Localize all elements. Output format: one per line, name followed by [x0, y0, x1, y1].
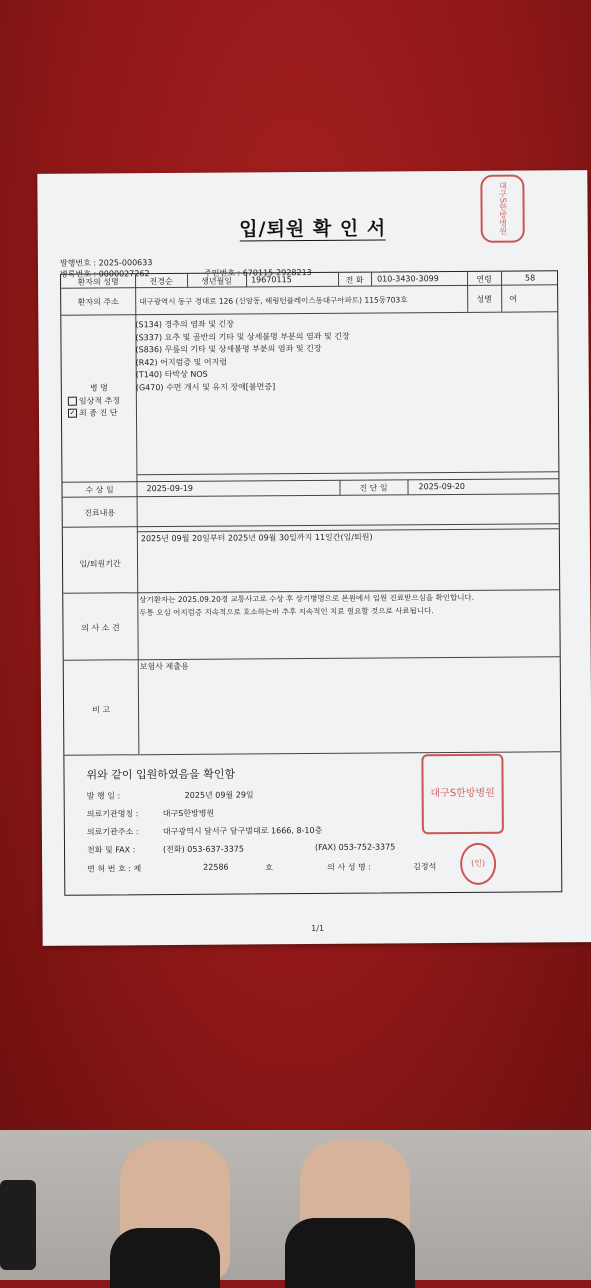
- issue-date: 2025년 09월 29일: [184, 790, 254, 800]
- age-value: 58: [524, 273, 536, 283]
- hospital-address: 대구광역시 달서구 달구벌대로 1666, 8-10층: [162, 825, 323, 837]
- diagnosis-list: [135, 318, 350, 394]
- diagnosis-item: (S836) 무릎의 기타 및 상세불명 부분의 염좌 및 긴장: [135, 343, 322, 355]
- issue-number: 발행번호 : 2025-000633: [59, 258, 153, 268]
- diagnosis-item: (T140) 타박상 NOS: [135, 369, 208, 380]
- clinical-checkbox: [68, 397, 77, 406]
- resident-number: 주민번호 : 670115-2928213: [203, 268, 312, 278]
- sex-label: 성별: [476, 294, 492, 304]
- birth-value: 19670115: [251, 275, 292, 285]
- diagnosis-item: (S134) 경추의 염좌 및 긴장: [135, 319, 234, 330]
- license-number: 22586: [203, 862, 229, 872]
- right-pant-leg: [285, 1218, 415, 1288]
- top-red-seal: [480, 175, 524, 243]
- doctor-name-label: 의 사 성 명 :: [327, 862, 371, 872]
- stay-period: 2025년 09월 20일부터 2025년 09월 30일까지 11일간(입/퇴원): [140, 532, 373, 544]
- doctor-opinion-line-1: 상기환자는 2025.09.20경 교통사고로 수상 후 상기병명으로 본원에서 입원 진료받으심을 확인합니다.: [139, 592, 475, 605]
- treatment-label: 진료내용: [84, 508, 116, 518]
- doctor-seal-text: (인): [471, 858, 486, 868]
- clinical-label: 임상적 추정: [78, 396, 121, 406]
- hospital-red-seal: [421, 754, 504, 835]
- doctor-opinion-line-2: 두통 오심 어지럼증 지속적으로 호소하는바 추후 지속적인 치료 필요할 것으로 사료됩니다.: [139, 606, 434, 618]
- issue-date-label: 발 행 일 :: [86, 791, 121, 801]
- remarks-label: 비 고: [92, 705, 111, 715]
- stay-period-label: 입/퇴원기간: [79, 559, 121, 569]
- hospital-phone: (전화) 053-637-3375: [163, 844, 244, 855]
- record-number: 병록번호 : 0000027262: [59, 269, 150, 279]
- birth-label: 생년월일: [201, 276, 233, 286]
- remote-control: [0, 1180, 36, 1270]
- final-label: 최 종 진 단: [78, 408, 118, 418]
- phone-value: 010-3430-3099: [377, 274, 439, 284]
- patient-name-label: 환자의 성명: [77, 277, 119, 287]
- diagnosis-label: 병 명: [89, 383, 108, 393]
- diagnosis-date-label: 진 단 일: [359, 483, 388, 493]
- clinical-estimate-option: [68, 395, 120, 406]
- diagnosis-item: (R42) 어지럼증 및 어지럼: [135, 357, 228, 367]
- document-title-text: 입/퇴원 확 인 서: [239, 217, 387, 241]
- page-number: 1/1: [311, 923, 325, 934]
- injury-date-label: 수 상 일: [85, 485, 114, 495]
- hospital-seal-text: 대구S한방병원: [430, 787, 495, 800]
- license-suffix: 호: [265, 863, 273, 873]
- left-pant-leg: [110, 1228, 220, 1288]
- hospital-name-label: 의료기관명칭 :: [86, 809, 139, 819]
- sex-value: 여: [509, 294, 517, 304]
- phone-label: 전 화: [345, 275, 364, 285]
- license-label: 면 허 번 호 : 제: [87, 864, 142, 874]
- injury-date: 2025-09-19: [146, 483, 194, 494]
- certificate-paper: [37, 170, 591, 946]
- address-label: 환자의 주소: [77, 297, 119, 307]
- phone-fax-label: 전화 및 FAX :: [87, 845, 136, 855]
- doctor-opinion-label: 의 사 소 견: [81, 623, 120, 633]
- final-checkbox: ✓: [69, 408, 76, 417]
- address-value: 대구광역시 동구 경대로 126 (신암동, 해링턴플레이스동대구아파트) 115동703호: [139, 295, 408, 307]
- diagnosis-date: 2025-09-20: [418, 481, 466, 492]
- hospital-name: 대구S한방병원: [162, 808, 215, 819]
- remarks-content: 보험사 제출용: [139, 661, 189, 672]
- doctor-red-seal: [460, 843, 496, 885]
- hospital-fax: (FAX) 053-752-3375: [314, 842, 396, 853]
- diagnosis-item: (G470) 수면 개시 및 유지 장애[불면증]: [135, 381, 276, 392]
- hospital-address-label: 의료기관주소 :: [86, 827, 139, 837]
- age-label: 연령: [476, 274, 492, 284]
- final-diagnosis-option: [68, 407, 118, 418]
- confirm-statement: 위와 같이 입원하였음을 확인함: [86, 767, 236, 782]
- patient-name: 전경순: [149, 276, 173, 287]
- diagnosis-item: (S337) 요추 및 골반의 기타 및 상세불명 부분의 염좌 및 긴장: [135, 331, 350, 342]
- top-seal-text: 대구S한방병원: [498, 182, 508, 236]
- doctor-name: 김정석: [413, 862, 437, 872]
